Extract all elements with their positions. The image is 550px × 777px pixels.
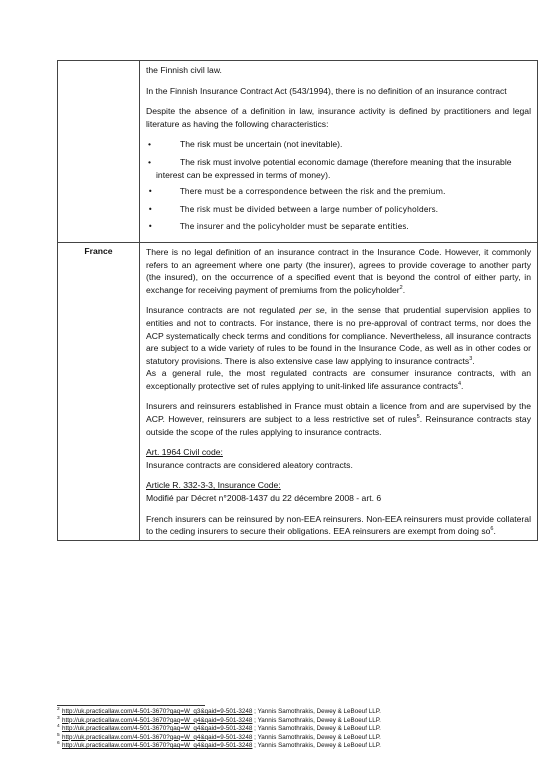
paragraph: Article R. 332-3-3, Insurance Code: Modifié par Décret n°2008-1437 du 22 décembre 2008 - art. 6	[146, 480, 382, 504]
footnote-separator	[57, 705, 205, 706]
paragraph: There is no legal definition of an insurance contract in the Insurance Code. However, it commonly refers to an agreement where one party (the insurer), agrees to provide coverage to another party (the insured), on the occurrence of a specified event that is beyond the control of either party, in exchange for receiving payment of premiums from the policyholder$^2$.	[146, 246, 531, 295]
bullet-icon: •	[148, 222, 153, 232]
list-item: • The risk must be uncertain (not inevitable).	[148, 139, 343, 150]
footnote-ref[interactable]: 2	[399, 284, 403, 291]
footnote-link[interactable]: http://uk.practicallaw.com/4-501-3670?qaq=W_q4&qaid=9-501-3248	[62, 733, 253, 741]
paragraph: French insurers can be reinsured by non-EEA reinsurers. Non-EEA reinsurers must provide collateral to the ceding insurers to secure their obligations. EEA reinsurers are exempt from doing $so^6$.	[146, 513, 531, 537]
footnote-link[interactable]: http://uk.practicallaw.com/4-501-3670?qaq=W_q3&qaid=9-501-3248	[62, 708, 253, 715]
list-item: • The risk must be divided between a large number of policyholders.	[146, 204, 531, 217]
paragraph: Insurers and reinsurers established in France must obtain a licence from and are supervised by the ACP. However, reinsurers are subject to a less restrictive set of rules$^5$. Reinsurance contracts stay outside the scope of the rules applying to insurance contracts.	[146, 401, 531, 437]
footnote-link[interactable]: http://uk.practicallaw.com/4-501-3670?qaq=W_q4&qaid=9-501-3248	[62, 716, 253, 724]
list-item: • There must be a correspondence between the risk and the premium.	[146, 186, 531, 199]
paragraph: Insurance contracts are not regulated per se, in the sense that prudential supervision applies to entities and not to contracts. For instance, there is no pre-approval of contract terms, nor does the ACP systematically check terms and conditions for compliance. Nevertheless, all insurance contracts are subject to a wide variety of rules to be found in the Insurance Code, as well as in other codes or statutory provisions. There is also extensive case law applying to insurance contracts$^3$.	[146, 305, 531, 366]
table-row-france	[58, 242, 538, 540]
footnotes	[57, 708, 527, 751]
content-cell-finland	[140, 61, 538, 243]
paragraph: the Finnish civil law.	[146, 65, 222, 75]
article-title: Art. 1964 Civil code:	[146, 447, 223, 458]
country-comparison-table	[57, 60, 538, 541]
footnote-ref[interactable]: 4	[457, 381, 461, 388]
footnote: 5 http://uk.practicallaw.com/4-501-3670?qaq=W_q4&qaid=9-501-3248 ; Yannis Samothrakis, Dewey & LeBoeuf LLP.	[57, 732, 381, 741]
footnote: 2 http://uk.practicallaw.com/4-501-3670?qaq=W_q3&qaid=9-501-3248 ; Yannis Samothrakis, Dewey & LeBoeuf LLP.	[57, 707, 381, 715]
paragraph: As a general rule, the most regulated contracts are consumer insurance contracts, with an exceptionally protective set of rules applying to unit-linked life assurance contracts$^4$.	[146, 368, 531, 391]
paragraph: Art. 1964 Civil code: Insurance contracts are considered aleatory contracts.	[146, 447, 353, 470]
country-label-france: France	[58, 242, 140, 540]
footnote-link[interactable]: http://uk.practicallaw.com/4-501-3670?qaq=W_q4&qaid=9-501-3248	[62, 742, 253, 750]
footnote-ref[interactable]: 6	[490, 526, 494, 533]
footnote-ref[interactable]: 5	[416, 414, 420, 421]
characteristics-list	[146, 138, 531, 234]
article-title: Article R. 332-3-3, Insurance Code:	[146, 480, 281, 491]
footnote: 4 http://uk.practicallaw.com/4-501-3670?qaq=W_q4&qaid=9-501-3248 ; Yannis Samothrakis, Dewey & LeBoeuf LLP.	[57, 724, 381, 733]
footnote-link[interactable]: http://uk.practicallaw.com/4-501-3670?qaq=W_q4&qaid=9-501-3248	[62, 725, 253, 733]
table-row-finland-continued	[58, 61, 538, 243]
paragraph: Despite the absence of a definition in law, insurance activity is defined by practitioners and legal literature as having the following characteristics:	[146, 106, 531, 129]
paragraph: In the Finnish Insurance Contract Act (543/1994), there is no definition of an insurance contract	[146, 85, 507, 96]
footnote: 6 http://uk.practicallaw.com/4-501-3670?qaq=W_q4&qaid=9-501-3248 ; Yannis Samothrakis, Dewey & LeBoeuf LLP.	[57, 741, 381, 750]
bullet-icon: •	[148, 187, 153, 197]
content-cell-france	[140, 242, 538, 540]
list-item: • The insurer and the policyholder must be separate entities.	[146, 221, 531, 234]
bullet-icon: •	[148, 204, 153, 214]
bullet-icon: •	[148, 139, 152, 150]
footnote-ref[interactable]: 3	[469, 355, 473, 362]
bullet-icon: •	[148, 156, 152, 167]
country-cell-empty	[58, 61, 140, 243]
footnote: 3 http://uk.practicallaw.com/4-501-3670?qaq=W_q4&qaid=9-501-3248 ; Yannis Samothrakis, Dewey & LeBoeuf LLP.	[57, 715, 381, 724]
list-item: • The risk must involve potential economic damage (therefore meaning that the insurable interest can be expressed in terms of money).	[148, 156, 512, 180]
